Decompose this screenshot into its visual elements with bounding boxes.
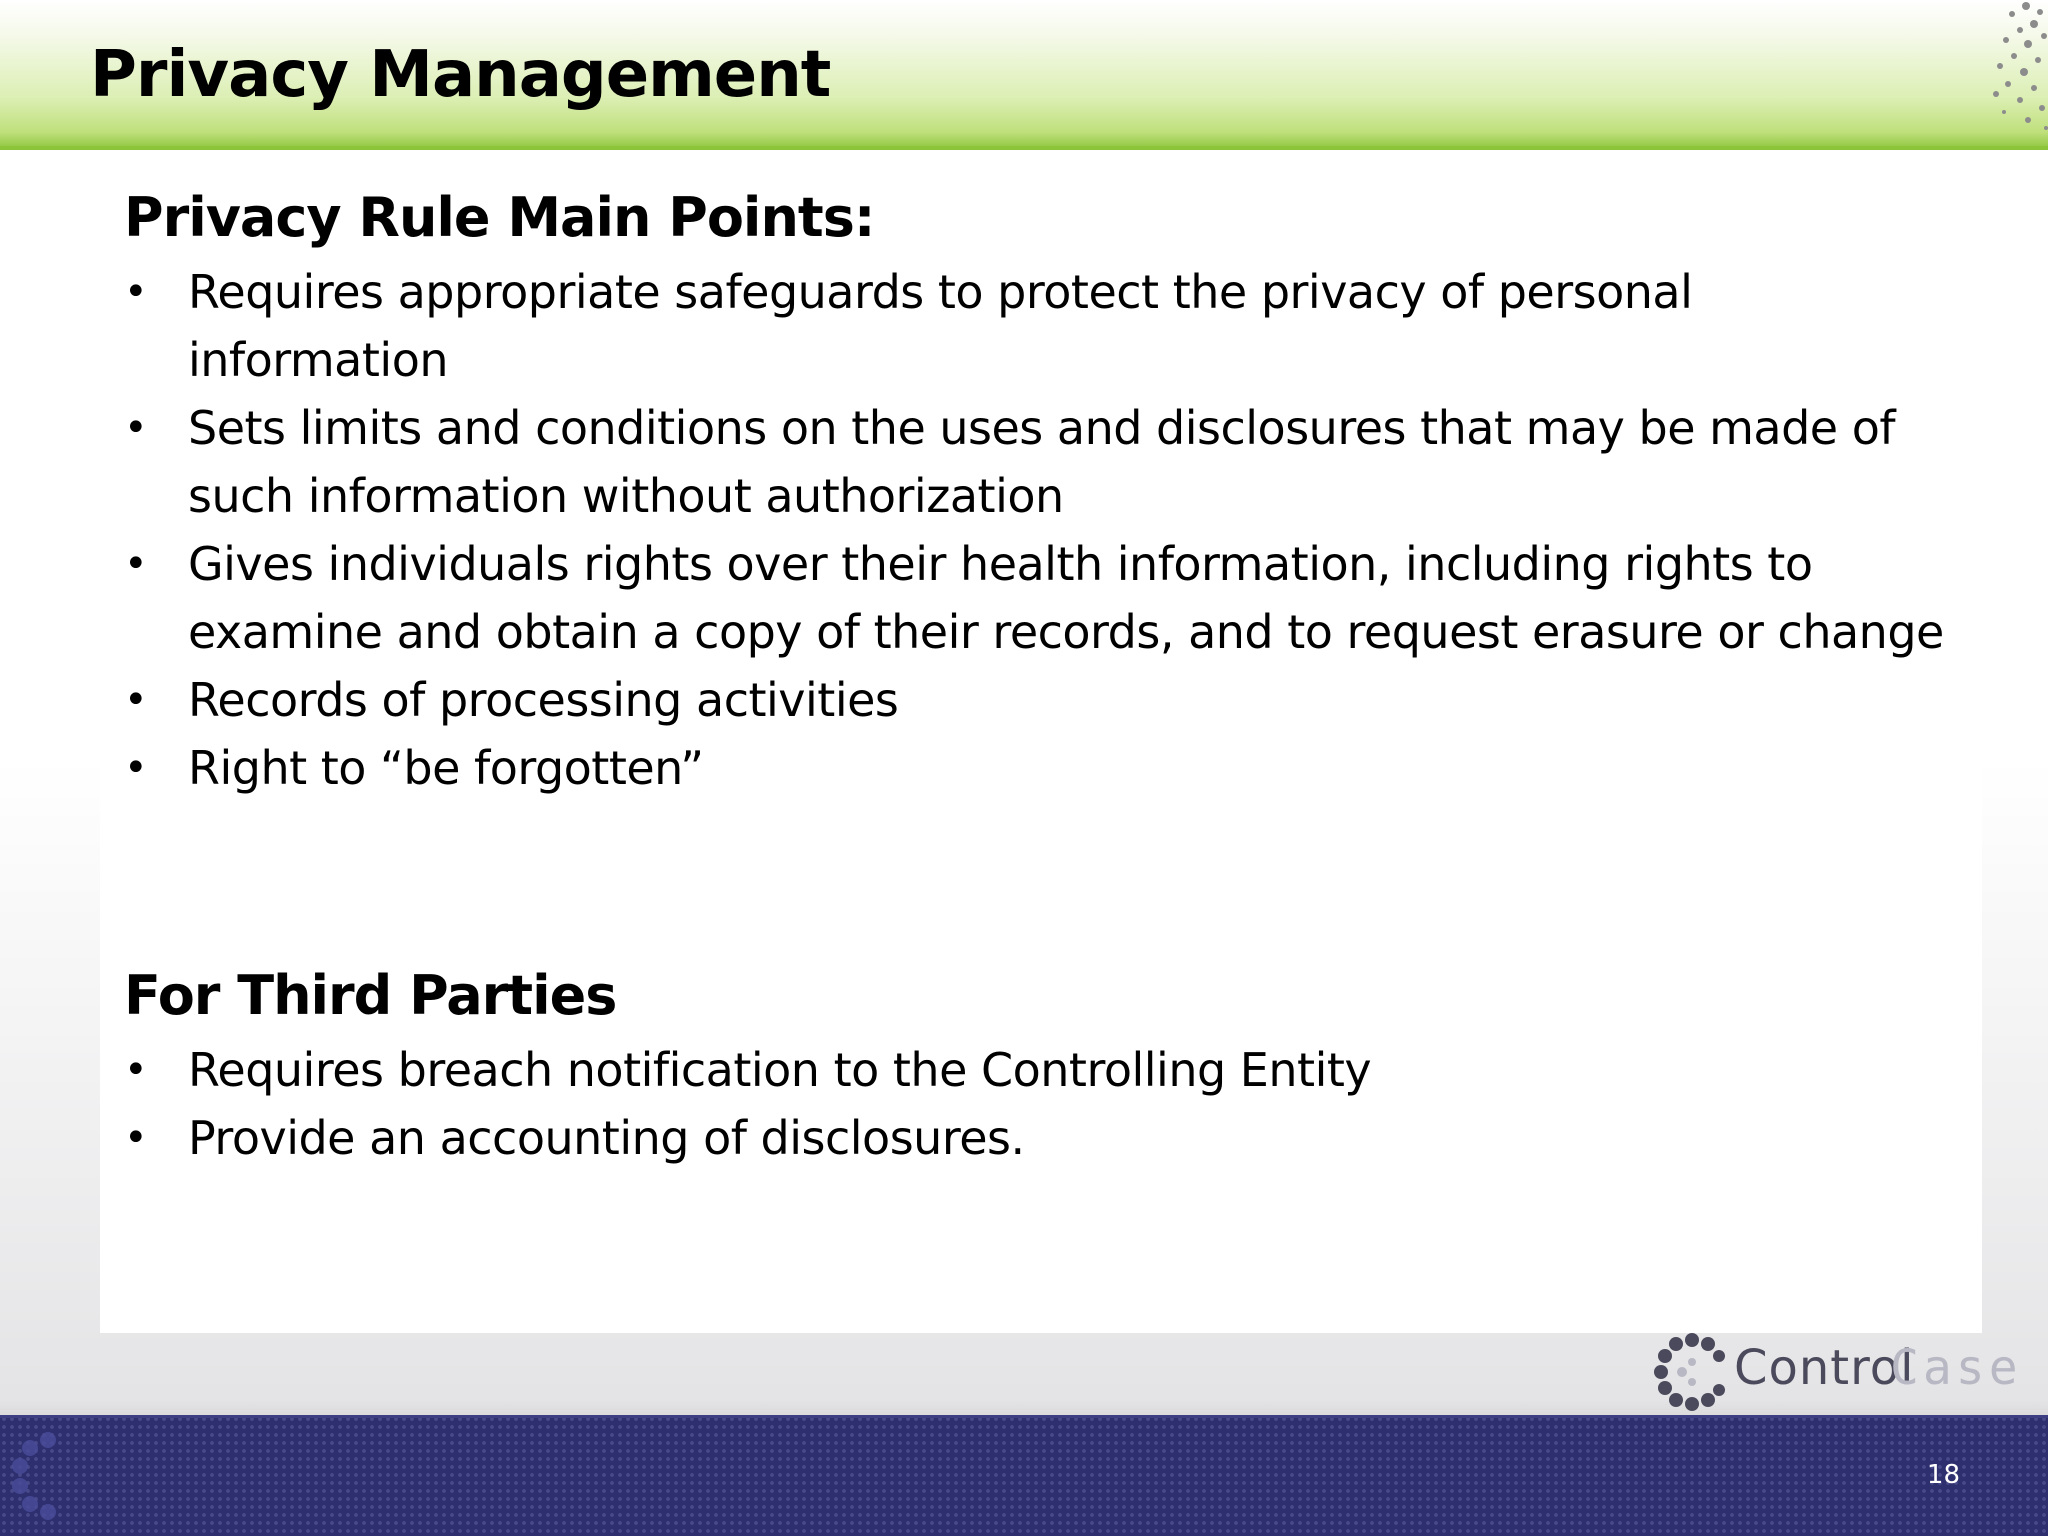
bullet-icon: • <box>124 269 148 315</box>
bullet-icon: • <box>124 745 148 791</box>
bullet-icon: • <box>124 1047 148 1093</box>
decorative-dots-icon <box>1908 0 2048 140</box>
slide-footer <box>0 1415 2048 1536</box>
footer-divider <box>0 1415 2048 1418</box>
privacy-rule-bullet-list <box>124 258 1964 802</box>
third-parties-bullet-list <box>124 1036 1964 1172</box>
list-item: • Right to “be forgotten” <box>124 734 1964 802</box>
list-item: • Requires breach notification to the Controlling Entity <box>124 1036 1964 1104</box>
list-item: • Sets limits and conditions on the uses and disclosures that may be made of such information without authorization <box>124 394 1964 530</box>
logo-circle-icon <box>1652 1332 1732 1412</box>
list-item: • Requires appropriate safeguards to protect the privacy of personal information <box>124 258 1964 394</box>
bullet-icon: • <box>124 405 148 451</box>
list-item: • Gives individuals rights over their health information, including rights to examine and obtain a copy of their records, and to request erasure or change <box>124 530 1964 666</box>
slide-title: Privacy Management <box>90 38 831 112</box>
bullet-icon: • <box>124 541 148 587</box>
section-heading-privacy-rule: Privacy Rule Main Points: <box>124 186 875 249</box>
footer-logo-mark-icon <box>8 1430 78 1520</box>
content-panel <box>100 150 1982 1333</box>
list-item: • Provide an accounting of disclosures. <box>124 1104 1964 1172</box>
page-number: 18 <box>1926 1460 1960 1490</box>
logo-text-case: Case <box>1890 1340 2022 1396</box>
bullet-icon: • <box>124 677 148 723</box>
bullet-icon: • <box>124 1115 148 1161</box>
section-heading-third-parties: For Third Parties <box>124 964 617 1027</box>
logo-text-control: Control <box>1734 1340 1915 1396</box>
controlcase-logo <box>1652 1332 2032 1412</box>
list-item: • Records of processing activities <box>124 666 1964 734</box>
